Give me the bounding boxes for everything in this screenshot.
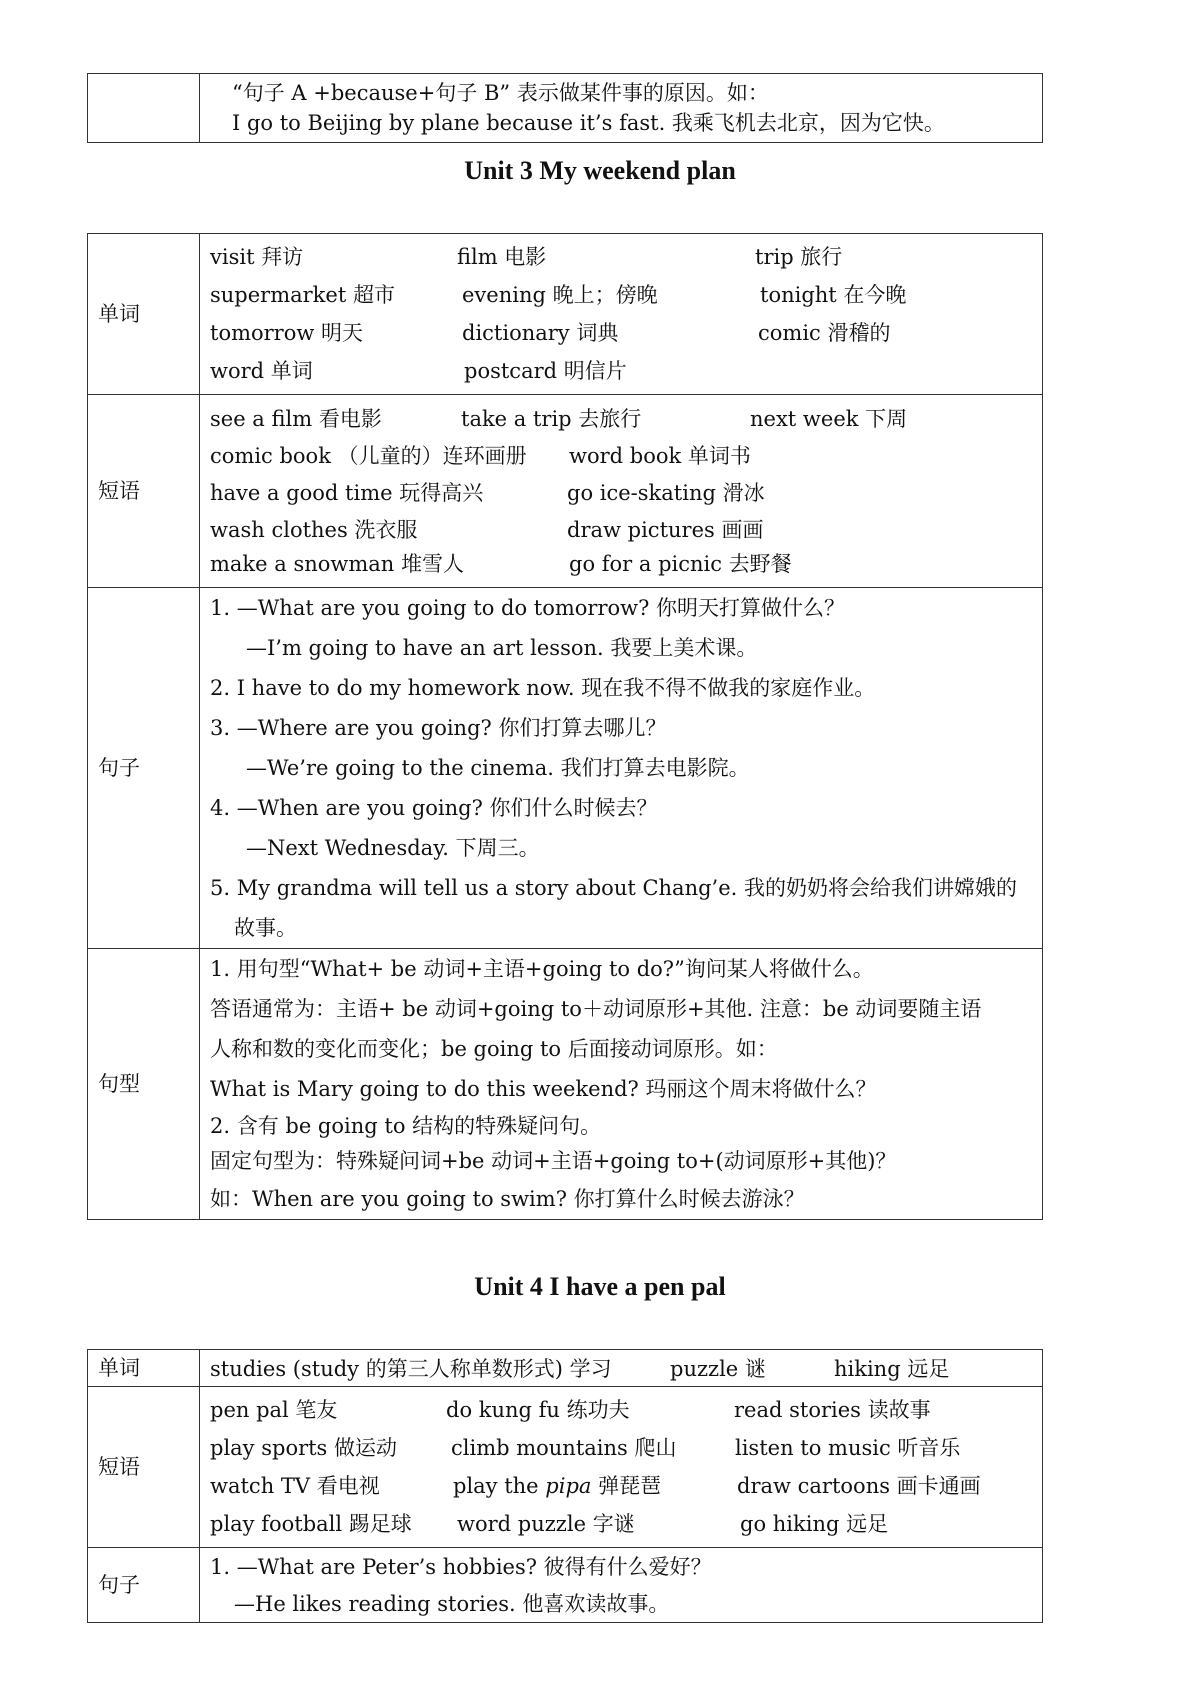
phrase-item: word book 单词书: [569, 444, 751, 468]
phrase-item: draw cartoons 画卡通画: [737, 1474, 981, 1498]
unit4-title: Unit 4 I have a pen pal: [474, 1272, 726, 1301]
sentence-line: —Next Wednesday. 下周三。: [246, 836, 540, 860]
unit3-sentences-cell: [200, 588, 1043, 949]
phrase-item: play football 踢足球: [210, 1512, 412, 1536]
pattern-line: 人称和数的变化而变化；be going to 后面接动词原形。如：: [210, 1037, 778, 1061]
unit4-sentences-label: 句子: [88, 1548, 200, 1623]
word-item: visit 拜访: [210, 245, 304, 269]
unit3-words-line: [210, 238, 1032, 276]
sentence-line: —We’re going to the cinema. 我们打算去电影院。: [246, 756, 750, 780]
top-table: [87, 73, 1043, 143]
phrase-item: play sports 做运动: [210, 1436, 398, 1460]
unit4-phrases-line: [210, 1467, 1032, 1505]
unit3-phrases-line: [210, 511, 1032, 548]
phrase-text: 弹琵琶: [591, 1474, 662, 1498]
unit4-words-row: [88, 1350, 1043, 1387]
word-item: comic 滑稽的: [758, 321, 891, 345]
word-item: tomorrow 明天: [210, 321, 364, 345]
phrase-item: listen to music 听音乐: [735, 1436, 961, 1460]
pattern-line: 1. 用句型“What+ be 动词+主语+going to do?”询问某人将做什么。: [210, 957, 874, 981]
word-item: film 电影: [457, 245, 547, 269]
unit4-words-cell: [200, 1350, 1043, 1387]
pattern-line: What is Mary going to do this weekend? 玛丽这个周末将做什么？: [210, 1077, 877, 1101]
pattern-line: 答语通常为：主语+ be 动词+going to＋动词原形+其他. 注意：be 动词要随主语: [210, 997, 982, 1021]
unit4-words-line: [210, 1350, 1032, 1386]
unit3-title: Unit 3 My weekend plan: [464, 156, 736, 185]
unit3-phrases-line: [210, 400, 1032, 437]
top-table-body: [200, 74, 1043, 143]
unit3-words-line: [210, 314, 1032, 352]
unit4-phrases-cell: [200, 1387, 1043, 1548]
phrase-item: make a snowman 堆雪人: [210, 552, 465, 576]
unit4-words-label: 单词: [88, 1350, 200, 1387]
unit3-patterns-label: 句型: [88, 949, 200, 1220]
phrase-item: read stories 读故事: [734, 1398, 931, 1422]
word-item: puzzle 谜: [670, 1357, 766, 1381]
phrase-item: take a trip 去旅行: [461, 407, 642, 431]
phrase-item: go for a picnic 去野餐: [569, 552, 792, 576]
pattern-line: 固定句型为：特殊疑问词+be 动词+主语+going to+(动词原形+其他)？: [210, 1149, 897, 1173]
top-table-category-cell: [88, 74, 200, 143]
unit4-phrases-line: [210, 1429, 1032, 1467]
word-item: supermarket 超市: [210, 283, 395, 307]
unit3-words-line: [210, 276, 1032, 314]
sentence-line: 1. —What are you going to do tomorrow? 你明天打算做什么？: [210, 596, 846, 620]
sentence-line: 1. —What are Peter’s hobbies? 彼得有什么爱好？: [210, 1555, 712, 1579]
sentence-line: 2. I have to do my homework now. 现在我不得不做我的家庭作业。: [210, 676, 876, 700]
unit3-table: [87, 233, 1043, 1220]
unit3-patterns-cell: [200, 949, 1043, 1220]
unit4-sentences-cell: [200, 1548, 1043, 1623]
unit3-phrases-label: 短语: [88, 395, 200, 588]
unit3-sentences-label: 句子: [88, 588, 200, 949]
unit3-phrases-row: [88, 395, 1043, 588]
sentence-line: 3. —Where are you going? 你们打算去哪儿？: [210, 716, 667, 740]
phrase-italic-pipa: pipa: [545, 1474, 592, 1498]
sentence-line: 4. —When are you going? 你们什么时候去？: [210, 796, 658, 820]
unit3-words-cell: [200, 234, 1043, 395]
unit3-phrases-line: [210, 437, 1032, 474]
sentence-line: 故事。: [234, 916, 297, 940]
phrase-item: comic book （儿童的）连环画册: [210, 444, 527, 468]
phrase-item: have a good time 玩得高兴: [210, 481, 484, 505]
phrase-item: climb mountains 爬山: [451, 1436, 677, 1460]
unit3-words-row: [88, 234, 1043, 395]
unit3-phrases-line: [210, 548, 1032, 582]
unit4-phrases-label: 短语: [88, 1387, 200, 1548]
pattern-line: 2. 含有 be going to 结构的特殊疑问句。: [210, 1114, 602, 1138]
word-item: trip 旅行: [755, 245, 843, 269]
top-line-2: I go to Beijing by plane because it’s fast. 我乘飞机去北京，因为它快。: [232, 111, 945, 135]
pattern-line: 如：When are you going to swim? 你打算什么时候去游泳？: [210, 1187, 805, 1211]
unit4-phrases-line: [210, 1391, 1032, 1429]
phrase-text: play the: [453, 1474, 546, 1498]
unit4-phrases-line: [210, 1505, 1032, 1543]
unit3-words-label: 单词: [88, 234, 200, 395]
unit3-words-line: [210, 352, 1032, 390]
top-line-1: “句子 A +because+句子 B” 表示做某件事的原因。如：: [232, 81, 769, 105]
sentence-line: —I’m going to have an art lesson. 我要上美术课。: [246, 636, 758, 660]
phrase-item: see a film 看电影: [210, 407, 382, 431]
unit4-phrases-row: [88, 1387, 1043, 1548]
word-item: postcard 明信片: [464, 359, 627, 383]
phrase-item: go hiking 远足: [740, 1512, 889, 1536]
word-item: dictionary 词典: [462, 321, 619, 345]
word-item: hiking 远足: [834, 1357, 950, 1381]
phrase-item: go ice-skating 滑冰: [567, 481, 765, 505]
phrase-item: watch TV 看电视: [210, 1474, 380, 1498]
word-item: tonight 在今晚: [760, 283, 907, 307]
unit4-sentences-row: [88, 1548, 1043, 1623]
unit3-phrases-line: [210, 474, 1032, 511]
sentence-line: —He likes reading stories. 他喜欢读故事。: [234, 1592, 670, 1616]
word-item: studies (study 的第三人称单数形式) 学习: [210, 1357, 612, 1381]
unit3-sentences-row: [88, 588, 1043, 949]
phrase-item: next week 下周: [750, 407, 908, 431]
phrase-item: pen pal 笔友: [210, 1398, 338, 1422]
unit3-patterns-row: [88, 949, 1043, 1220]
phrase-item: [453, 1473, 661, 1499]
phrase-item: do kung fu 练功夫: [446, 1398, 630, 1422]
sentence-line: 5. My grandma will tell us a story about Chang’e. 我的奶奶将会给我们讲嫦娥的: [210, 876, 1017, 900]
word-item: evening 晚上；傍晚: [462, 283, 658, 307]
unit3-phrases-cell: [200, 395, 1043, 588]
unit4-table: [87, 1349, 1043, 1623]
phrase-item: draw pictures 画画: [567, 518, 764, 542]
word-item: word 单词: [210, 359, 313, 383]
phrase-item: wash clothes 洗衣服: [210, 518, 418, 542]
phrase-item: word puzzle 字谜: [457, 1512, 635, 1536]
